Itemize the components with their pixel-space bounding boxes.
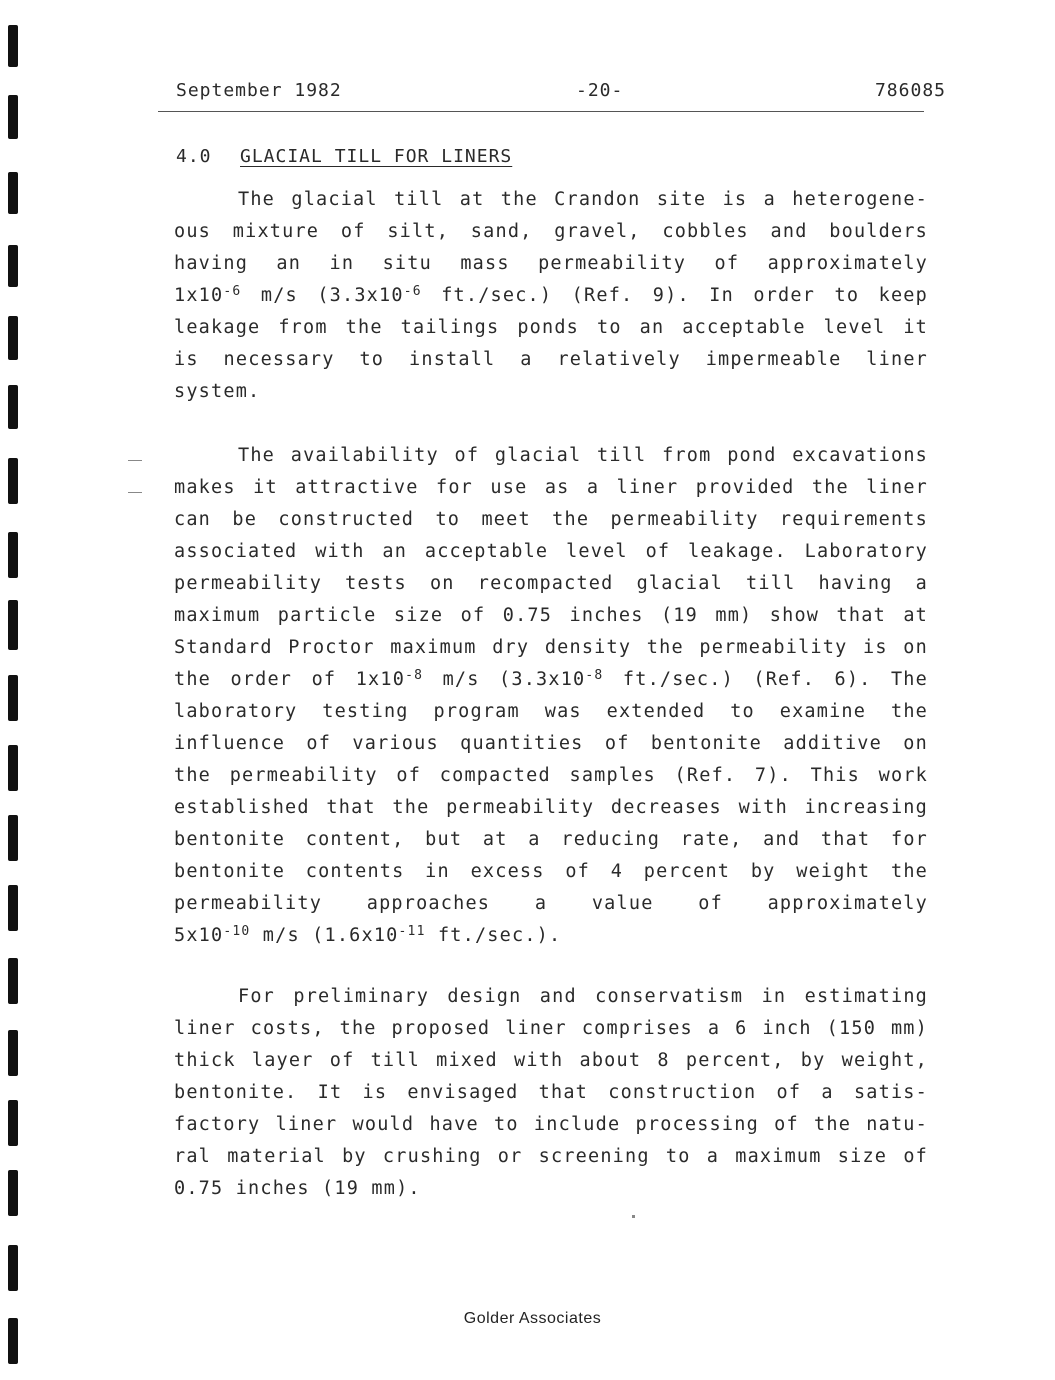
text-line: laboratory testing program was extended to examine the [174,701,928,722]
exponent: -6 [223,284,242,299]
binder-mark [8,172,18,214]
binder-mark [8,245,18,287]
binder-mark [8,316,18,360]
text-line: permeability tests on recompacted glacial till having a [174,573,928,594]
text-line: having an in situ mass permeability of approximately [174,253,928,274]
scan-speck [632,1215,635,1218]
binder-mark [8,885,18,931]
text-line: associated with an acceptable level of leakage. Laboratory [174,541,928,562]
text-line: thick layer of till mixed with about 8 percent, by weight, [174,1050,928,1071]
exponent: -8 [585,668,604,683]
text-line: The availability of glacial till from pond excavations [238,445,928,466]
binder-mark [8,532,18,578]
text-line: $1x10^{-6}$ m/s ($3.3x10^{-6}$ ft./sec.) (Ref. 9). In order to keep [174,284,928,306]
binder-mark [8,815,18,861]
binder-mark [8,958,18,1004]
scan-speck [128,492,142,493]
exponent: -8 [405,668,424,683]
scan-speck [128,460,142,461]
binder-mark [8,675,18,721]
exponent: -10 [223,924,251,939]
header-rule [158,111,924,112]
text-line: makes it attractive for use as a liner provided the liner [174,477,928,498]
paragraph-3 [174,981,928,1205]
binder-mark [8,1030,18,1076]
binder-mark [8,25,18,67]
text-line: can be constructed to meet the permeability requirements [174,509,928,530]
section-number: 4.0 [176,146,212,167]
text-line: bentonite contents in excess of 4 percent by weight the [174,861,928,882]
text-line: bentonite content, but at a reducing rate, and that for [174,829,928,850]
text-line: The glacial till at the Crandon site is a heterogene- [238,189,928,210]
paragraph-2 [174,440,928,952]
header-date: September 1982 [176,80,342,101]
header-document-number: 786085 [874,80,946,101]
text-line: $5x10^{-10}$ m/s ($1.6x10^{-11}$ ft./sec.). [174,924,562,946]
binder-mark [8,1100,18,1146]
binder-mark [8,385,18,429]
text-line: is necessary to install a relatively impermeable liner [174,349,928,370]
section-title: GLACIAL TILL FOR LINERS [240,146,513,167]
header-page-number: -20- [576,80,624,101]
text-line: For preliminary design and conservatism in estimating [238,986,928,1007]
section-heading [176,146,512,167]
page-header [176,80,946,106]
binder-mark [8,1245,18,1291]
text-line: established that the permeability decreases with increasing [174,797,928,818]
text-line: liner costs, the proposed liner comprises a 6 inch (150 mm) [174,1018,928,1039]
text-line: maximum particle size of 0.75 inches (19 mm) show that at [174,605,928,626]
binder-mark [8,1170,18,1216]
text-line: 0.75 inches (19 mm). [174,1178,421,1199]
text-line: system. [174,381,261,402]
paragraph-1 [174,184,928,408]
text-line: factory liner would have to include processing of the natu- [174,1114,928,1135]
text-line: leakage from the tailings ponds to an acceptable level it [174,317,928,338]
exponent: -6 [403,284,422,299]
text-line: the permeability of compacted samples (Ref. 7). This work [174,765,928,786]
binder-mark [8,600,18,650]
text-line: permeability approaches a value of approximately [174,893,928,914]
text-line: the order of $1x10^{-8}$ m/s ($3.3x10^{-8}$ ft./sec.) (Ref. 6). The [174,668,928,690]
text-line: Standard Proctor maximum dry density the permeability is on [174,637,928,658]
binder-mark [8,95,18,139]
text-line: influence of various quantities of bentonite additive on [174,733,928,754]
text-line: ous mixture of silt, sand, gravel, cobbles and boulders [174,221,928,242]
text-line: ral material by crushing or screening to a maximum size of [174,1146,928,1167]
binder-mark [8,458,18,504]
footer-company: Golder Associates [463,1310,602,1327]
exponent: -11 [398,924,426,939]
binder-mark [8,745,18,791]
text-line: bentonite. It is envisaged that construction of a satis- [174,1082,928,1103]
